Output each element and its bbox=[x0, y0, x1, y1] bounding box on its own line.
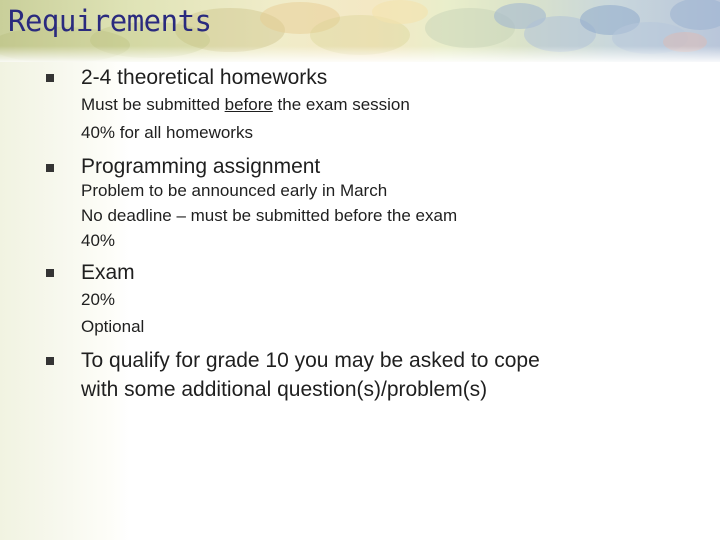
sub-bullet-text: Must be submitted before the exam session bbox=[81, 95, 410, 114]
bullet-main-text: 2-4 theoretical homeworks bbox=[81, 66, 328, 89]
sub-bullet-text: 40% bbox=[81, 231, 116, 250]
sub-bullet-text: Optional bbox=[81, 317, 145, 336]
bullet-square bbox=[46, 74, 54, 82]
bullet-square bbox=[46, 269, 54, 277]
bullet-main-text-line-1: To qualify for grade 10 you may be asked to cope bbox=[81, 349, 540, 372]
sub-bullet-text: 40% for all homeworks bbox=[81, 123, 253, 142]
slide-title: Requirements bbox=[8, 4, 212, 38]
banner-fade bbox=[0, 46, 720, 62]
bullet-square bbox=[46, 357, 54, 365]
sub-bullet-text: Problem to be announced early in March bbox=[81, 181, 388, 200]
sub-bullet-text: 20% bbox=[81, 290, 116, 309]
bullet-main-text: Programming assignment bbox=[81, 155, 321, 178]
underlined-word: before bbox=[224, 95, 273, 114]
bullet-main-text-line-2: with some additional question(s)/problem(s) bbox=[81, 378, 488, 401]
sub-bullet-text: No deadline – must be submitted before the exam bbox=[81, 206, 458, 225]
bullet-square bbox=[46, 164, 54, 172]
bullet-main-text: Exam bbox=[81, 261, 135, 284]
